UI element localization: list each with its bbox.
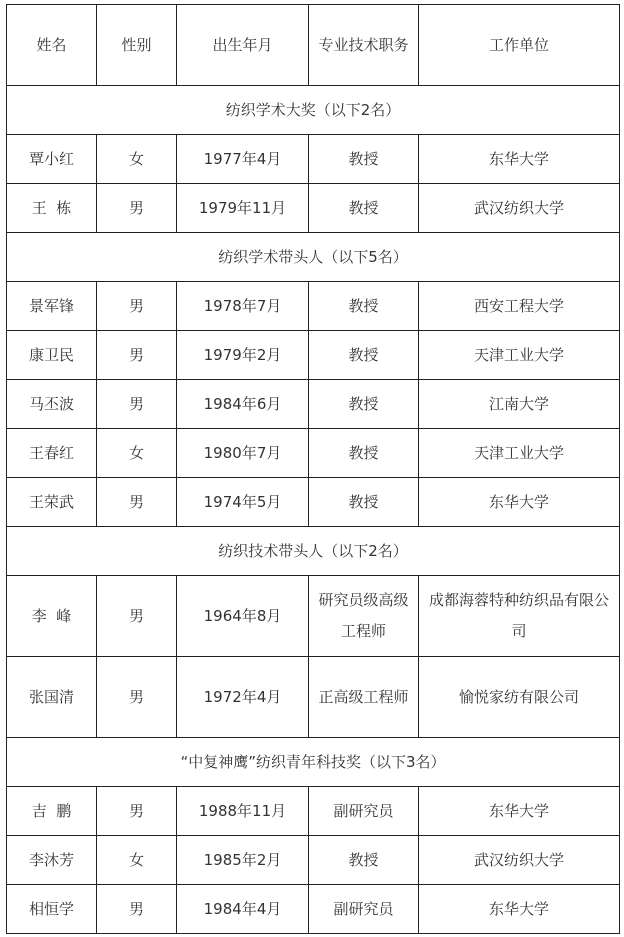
cell-gender: 男 [97, 184, 177, 233]
cell-title: 教授 [309, 478, 419, 527]
section-title: 纺织学术带头人（以下5名） [7, 233, 620, 282]
cell-employer: 东华大学 [419, 135, 620, 184]
table-row [7, 429, 620, 478]
cell-name: 康卫民 [7, 331, 97, 380]
cell-name: 景军锋 [7, 282, 97, 331]
cell-name: 李 峰 [7, 576, 97, 657]
cell-name: 王 栋 [7, 184, 97, 233]
cell-title: 副研究员 [309, 885, 419, 934]
cell-birth: 1979年2月 [177, 331, 309, 380]
cell-name: 覃小红 [7, 135, 97, 184]
cell-name: 王荣武 [7, 478, 97, 527]
cell-name: 王春红 [7, 429, 97, 478]
header-title: 专业技术职务 [309, 5, 419, 86]
cell-birth: 1979年11月 [177, 184, 309, 233]
cell-title: 研究员级高级工程师 [309, 576, 419, 657]
section-row [7, 86, 620, 135]
cell-birth: 1980年7月 [177, 429, 309, 478]
table-row [7, 184, 620, 233]
header-gender: 性别 [97, 5, 177, 86]
cell-title: 教授 [309, 836, 419, 885]
cell-name: 李沐芳 [7, 836, 97, 885]
cell-employer: 武汉纺织大学 [419, 184, 620, 233]
award-table [6, 4, 620, 934]
table-row [7, 135, 620, 184]
table-row [7, 885, 620, 934]
table-row [7, 787, 620, 836]
cell-gender: 男 [97, 478, 177, 527]
cell-birth: 1978年7月 [177, 282, 309, 331]
table-row [7, 282, 620, 331]
cell-employer: 天津工业大学 [419, 331, 620, 380]
table-row [7, 478, 620, 527]
cell-birth: 1985年2月 [177, 836, 309, 885]
cell-title: 教授 [309, 380, 419, 429]
cell-birth: 1972年4月 [177, 657, 309, 738]
cell-birth: 1964年8月 [177, 576, 309, 657]
header-employer: 工作单位 [419, 5, 620, 86]
table-row [7, 576, 620, 657]
cell-title: 教授 [309, 331, 419, 380]
cell-birth: 1984年4月 [177, 885, 309, 934]
cell-title: 正高级工程师 [309, 657, 419, 738]
header-birth: 出生年月 [177, 5, 309, 86]
cell-title: 副研究员 [309, 787, 419, 836]
cell-employer: 江南大学 [419, 380, 620, 429]
table-row [7, 657, 620, 738]
cell-gender: 男 [97, 885, 177, 934]
cell-gender: 女 [97, 836, 177, 885]
table-header-row [7, 5, 620, 86]
cell-gender: 男 [97, 380, 177, 429]
cell-birth: 1977年4月 [177, 135, 309, 184]
cell-employer: 成都海蓉特种纺织品有限公司 [419, 576, 620, 657]
cell-employer: 天津工业大学 [419, 429, 620, 478]
cell-birth: 1988年11月 [177, 787, 309, 836]
cell-gender: 男 [97, 657, 177, 738]
table-row [7, 331, 620, 380]
cell-name: 吉 鹏 [7, 787, 97, 836]
cell-employer: 西安工程大学 [419, 282, 620, 331]
cell-birth: 1984年6月 [177, 380, 309, 429]
cell-gender: 男 [97, 331, 177, 380]
table-row [7, 380, 620, 429]
section-row [7, 233, 620, 282]
cell-title: 教授 [309, 429, 419, 478]
cell-employer: 东华大学 [419, 885, 620, 934]
cell-employer: 东华大学 [419, 787, 620, 836]
section-title: 纺织技术带头人（以下2名） [7, 527, 620, 576]
cell-name: 相恒学 [7, 885, 97, 934]
section-row [7, 738, 620, 787]
cell-employer: 愉悦家纺有限公司 [419, 657, 620, 738]
cell-name: 马丕波 [7, 380, 97, 429]
table-row [7, 836, 620, 885]
cell-gender: 男 [97, 576, 177, 657]
cell-gender: 女 [97, 429, 177, 478]
cell-gender: 男 [97, 282, 177, 331]
section-title: “中复神鹰”纺织青年科技奖（以下3名） [7, 738, 620, 787]
cell-employer: 东华大学 [419, 478, 620, 527]
section-row [7, 527, 620, 576]
cell-name: 张国清 [7, 657, 97, 738]
cell-gender: 男 [97, 787, 177, 836]
cell-birth: 1974年5月 [177, 478, 309, 527]
cell-title: 教授 [309, 135, 419, 184]
cell-title: 教授 [309, 282, 419, 331]
cell-employer: 武汉纺织大学 [419, 836, 620, 885]
section-title: 纺织学术大奖（以下2名） [7, 86, 620, 135]
cell-gender: 女 [97, 135, 177, 184]
cell-title: 教授 [309, 184, 419, 233]
header-name: 姓名 [7, 5, 97, 86]
